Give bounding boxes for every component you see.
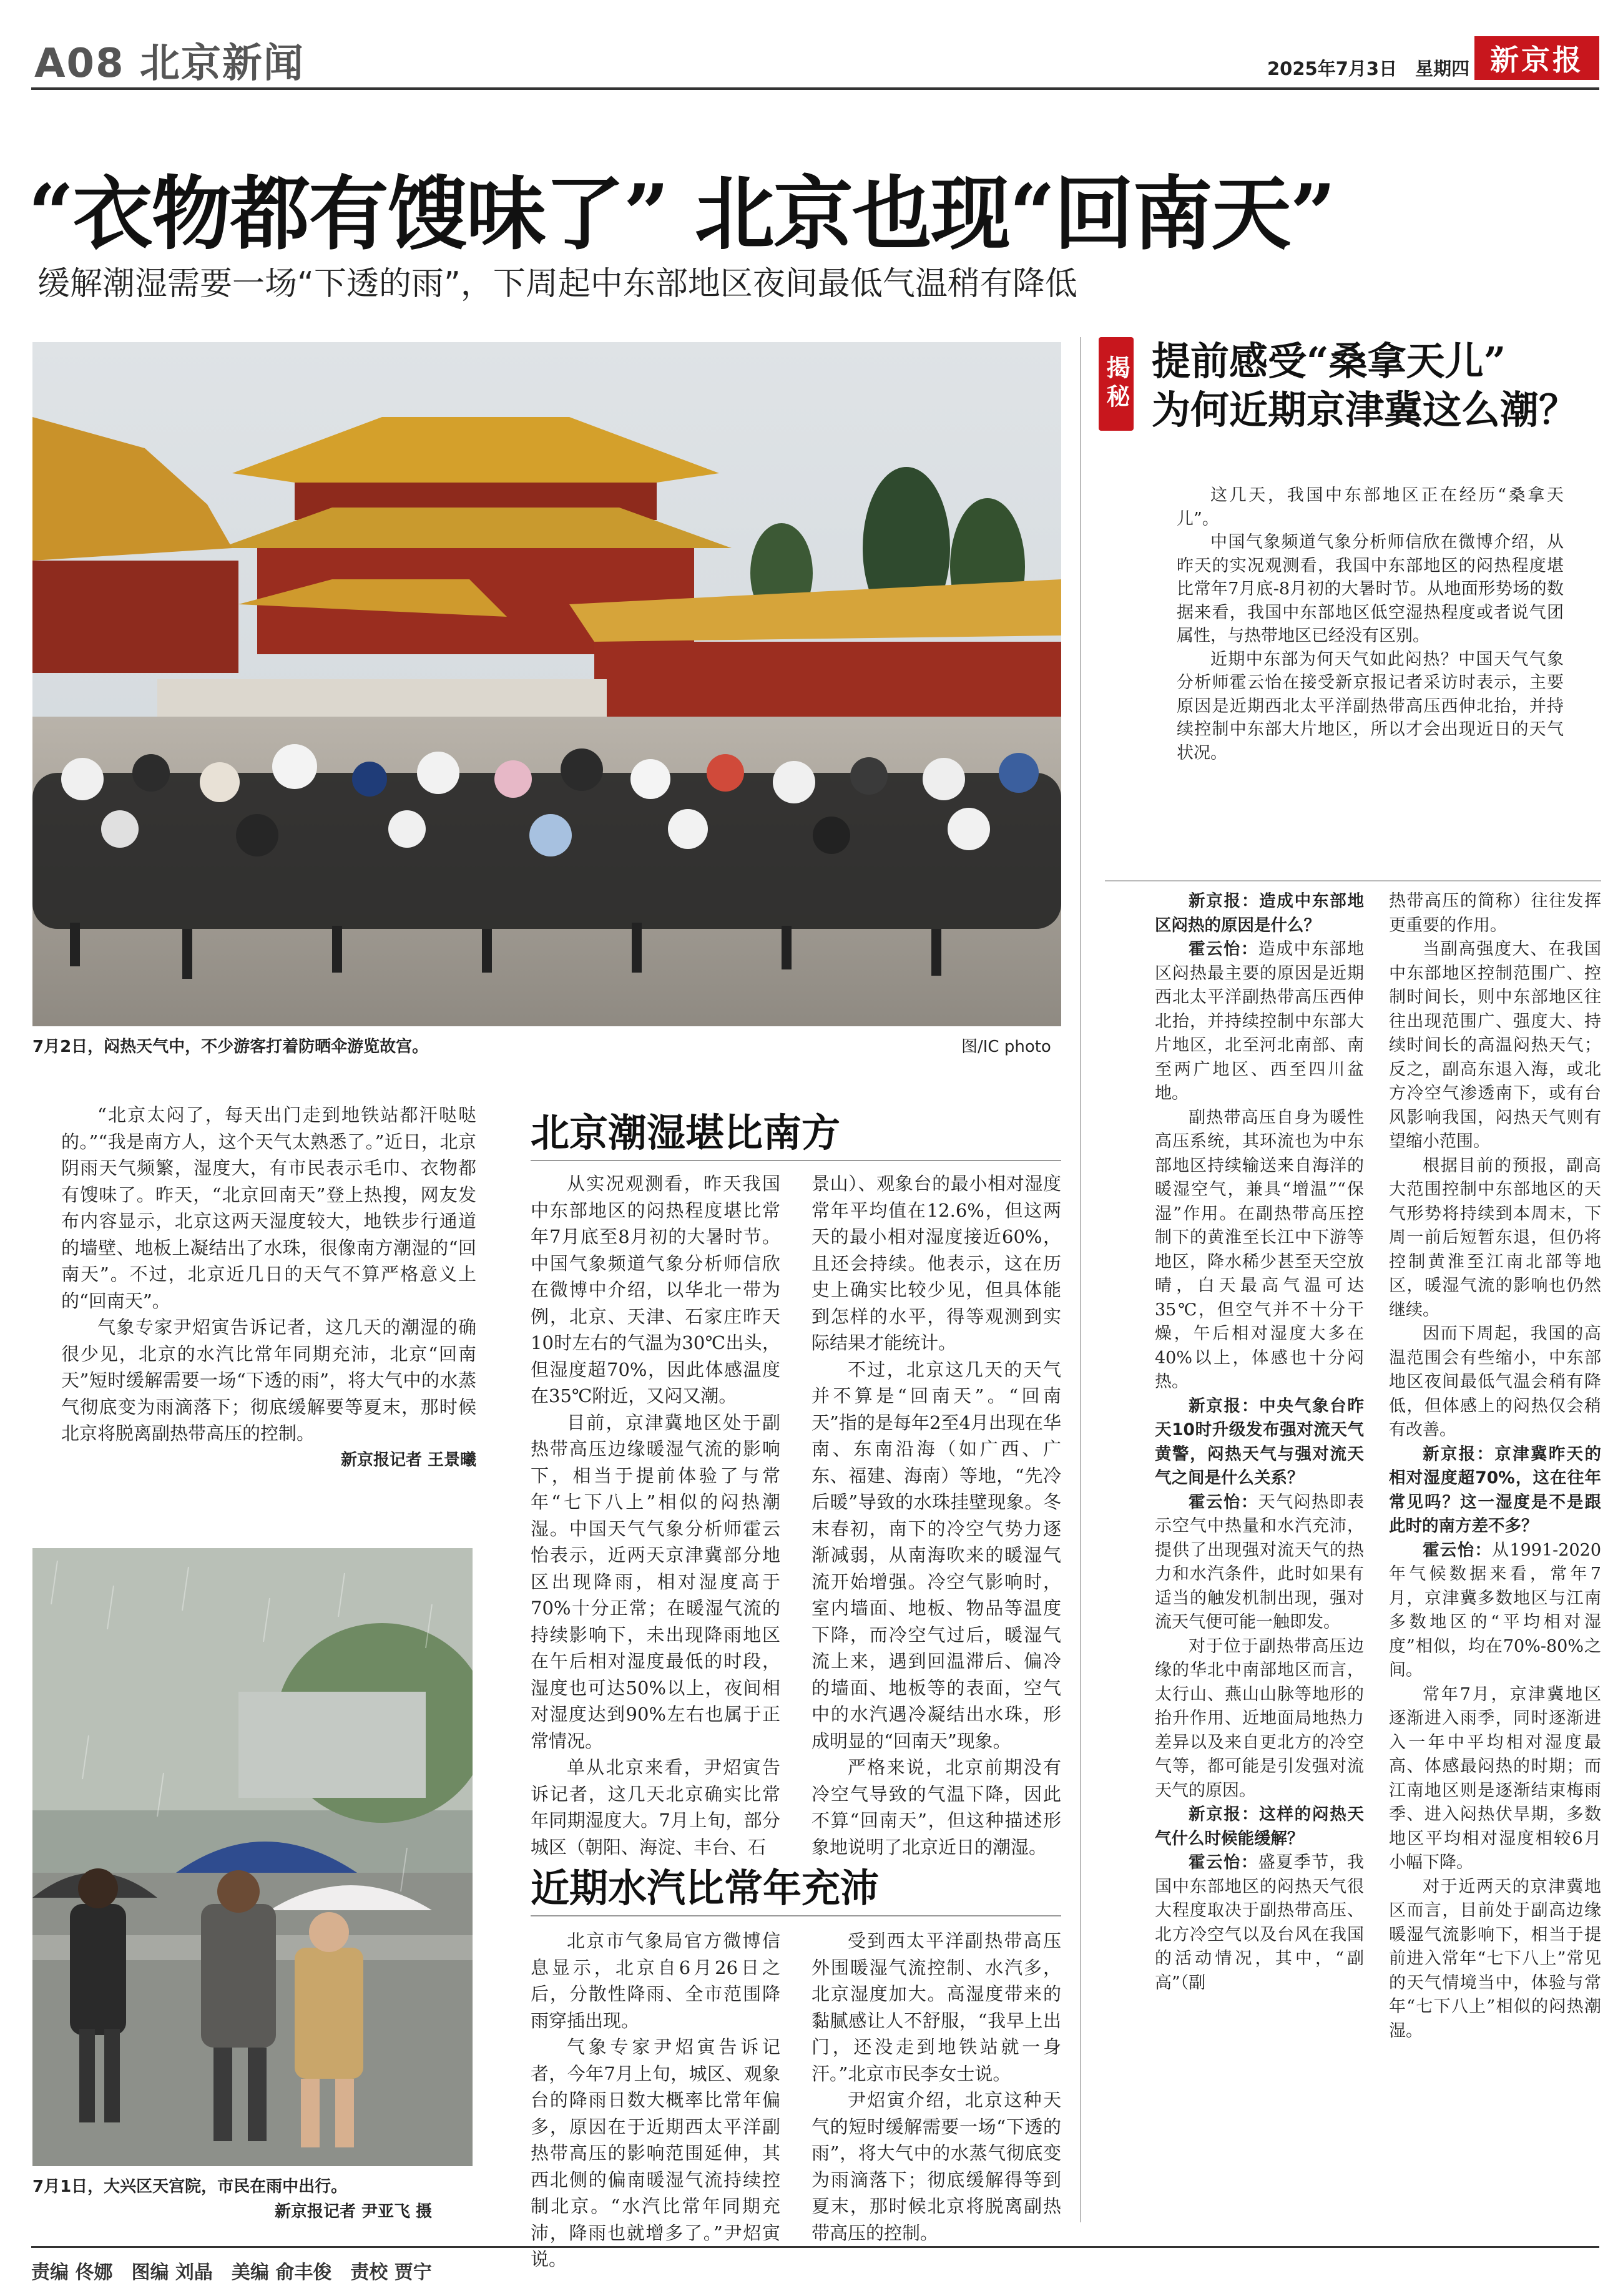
qa-paragraph	[1389, 1443, 1601, 1539]
sidebar-title	[1152, 337, 1577, 434]
qa-text: 因而下周起，我国的高温范围会有些缩小，中东部地区夜间最低气温会稍有降低，但体感上的闷热仅会稍有改善。	[1389, 1324, 1601, 1440]
photo1-caption: 7月2日，闷热天气中，不少游客打着防晒伞游览故宫。	[32, 1038, 429, 1056]
qa-paragraph	[1155, 1851, 1364, 1995]
qa-question: 中央气象台昨天10时升级发布强对流天气黄警，闷热天气与强对流天气之间是什么关系？	[1155, 1396, 1365, 1488]
qa-paragraph	[1155, 1803, 1364, 1851]
qa-paragraph	[1155, 1491, 1364, 1635]
qa-text: 常年7月，京津冀地区逐渐进入雨季，同时逐渐进入一年中平均相对湿度最高、体感最闷热的时期；而江南地区则是逐渐结束梅雨季、进入闷热伏旱期，多数地区平均相对湿度相较6月小幅下降。	[1389, 1684, 1601, 1872]
section1-paragraph: 从实况观测看，昨天我国中东部地区的闷热程度堪比常年7月底至8月初的大暑时节。中国气象频道气象分析师信欣在微博中介绍，以华北一带为例，北京、天津、石家庄昨天10时左右的气温为30℃出头，但湿度超70%，因此体感温度在35℃附近，又闷又潮。	[531, 1173, 780, 1406]
section2-col-b	[812, 1928, 1061, 2246]
section2-title: 近期水汽比常年充沛	[531, 1865, 880, 1911]
qa-speaker: 新京报：	[1423, 1444, 1495, 1464]
lead-paragraph: 气象专家尹炤寅告诉记者，这几天的潮湿的确很少见，北京的水汽比常年同期充沛，北京“回南天”短时缓解需要一场“下透的雨”，将大气中的水蒸气彻底变为雨滴落下；彻底缓解要等夏末，那时候北京将脱离副热带高压的控制。	[61, 1317, 476, 1444]
sidebar-rule	[1105, 880, 1601, 881]
section2-paragraph: 北京市气象局官方微博信息显示，北京自6月26日之后，分散性降雨、全市范围降雨穿插出现。	[531, 1930, 780, 2031]
qa-paragraph	[1389, 1683, 1601, 1875]
newspaper-logo: 新京报	[1474, 36, 1599, 80]
photo2-credit: 新京报记者 尹亚飞 摄	[275, 2202, 433, 2221]
section1-paragraph: 不过，北京这几天的天气并不算是“回南天”。“回南天”指的是每年2至4月出现在华南、东南沿海（如广西、广东、福建、海南）等地，“先冷后暖”导致的水珠挂壁现象。冬末春初，南下的冷空气势力逐渐减弱，从南海吹来的暖湿气流开始增强。冷空气影响时，室内墙面、地板、物品等温度下降，而冷空气过后，暖湿气流上来，遇到回温滞后、偏冷的墙面、地板等的表面，空气中的水汽遇冷凝结出水珠，形成明显的“回南天”现象。	[812, 1358, 1061, 1752]
lead-paragraph: “北京太闷了，每天出门走到地铁站都汗哒哒的。”“我是南方人，这个天气太熟悉了。”近日，北京阴雨天气频繁，湿度大，有市民表示毛巾、衣物都有馊味了。昨天，“北京回南天”登上热搜，网友发布内容显示，北京这两天湿度较大，地铁步行通道的墙壁、地板上凝结出了水珠，很像南方潮湿的“回南天”。不过，北京近几日的天气不算严格意义上的“回南天”。	[61, 1104, 476, 1312]
sidebar-intro-paragraph: 中国气象频道气象分析师信欣在微博介绍，从昨天的实况观测看，我国中东部地区的闷热程度堪比常年7月底-8月初的大暑时节。从地面形势场的数据来看，我国中东部地区低空湿热程度或者说气团属性，与热带地区已经没有区别。	[1177, 532, 1564, 645]
section2-paragraph: 尹炤寅介绍，北京这种天气的短时缓解需要一场“下透的雨”，将大气中的水蒸气彻底变为雨滴落下；彻底缓解得等到夏末，那时候北京将脱离副热带高压的控制。	[812, 2089, 1061, 2244]
footer-rule	[31, 2246, 1599, 2248]
qa-text: 造成中东部地区闷热最主要的原因是近期西北太平洋副热带高压西伸北抬，并持续控制中东部大片地区，北至河北南部、南至两广地区、西至四川盆地。	[1155, 939, 1365, 1103]
qa-paragraph	[1155, 938, 1364, 1106]
section1-paragraph: 严格来说，北京前期没有冷空气导致的气温下降，因此不算“回南天”，但这种描述形象地说明了北京近日的潮湿。	[812, 1757, 1061, 1858]
qa-text: 对于近两天的京津冀地区而言，目前处于副高边缘暖湿气流影响下，相当于提前进入常年“七下八上”常见的天气情境当中，体验与常年“七下八上”相似的闷热潮湿。	[1389, 1877, 1601, 2041]
photo2-caption: 7月1日，大兴区天宫院，市民在雨中出行。	[32, 2177, 348, 2196]
section2-rule	[531, 1915, 1061, 1916]
qa-text: 根据目前的预报，副高大范围控制中东部地区的天气形势将持续到本周末，下周一前后短暂东退，但仍将控制黄淮至江南北部等地区，暖湿气流的影响也仍然继续。	[1389, 1155, 1601, 1320]
subheadline: 缓解潮湿需要一场“下透的雨”，下周起中东部地区夜间最低气温稍有降低	[37, 265, 1077, 303]
header-rule	[31, 87, 1599, 90]
qa-speaker: 霍云怡：	[1189, 939, 1258, 959]
section1-rule	[531, 1160, 1061, 1161]
qa-paragraph	[1155, 890, 1364, 938]
section1-title: 北京潮湿堪比南方	[531, 1110, 841, 1155]
qa-question: 京津冀昨天的相对湿度超70%，这在往年常见吗？这一湿度是不是跟此时的南方差不多？	[1389, 1444, 1602, 1536]
qa-question: 这样的闷热天气什么时候能缓解？	[1155, 1805, 1365, 1848]
sidebar-intro-paragraph: 这几天，我国中东部地区正在经历“桑拿天儿”。	[1177, 486, 1564, 529]
qa-paragraph	[1155, 1395, 1364, 1491]
sidebar-title-line2: 为何近期京津冀这么潮？	[1152, 387, 1578, 433]
issue-date: 2025年7月3日 星期四	[1267, 58, 1470, 79]
qa-question: 造成中东部地区闷热的原因是什么？	[1155, 891, 1365, 935]
sidebar-intro-paragraph: 近期中东部为何天气如此闷热？中国天气气象分析师霍云怡在接受新京报记者采访时表示，主要原因是近期西北太平洋副热带高压西伸北抬，并持续控制中东部大片地区，所以才会出现近日的天气状况。	[1177, 649, 1564, 763]
sidebar-divider	[1080, 337, 1081, 2222]
qa-speaker: 霍云怡：	[1189, 1853, 1258, 1872]
sidebar-qa-col1	[1155, 890, 1364, 1995]
qa-paragraph	[1389, 1539, 1601, 1683]
section1-col-b	[812, 1170, 1061, 1860]
qa-paragraph	[1155, 1635, 1364, 1803]
sidebar-tag	[1099, 337, 1134, 431]
qa-text: 副热带高压自身为暖性高压系统，其环流也为中东部地区持续输送来自海洋的暖湿空气，兼具“增温”“保湿”作用。在副热带高压控制下的黄淮至长江中下游等地区，降水稀少甚至天空放晴，白天最高气温可达35℃，但空气并不十分干燥，午后相对湿度大多在40%以上，体感也十分闷热。	[1155, 1107, 1364, 1391]
photo1-credit: 图/IC photo	[961, 1038, 1051, 1056]
sidebar-intro	[1177, 484, 1564, 765]
sidebar-tag-text: 揭秘	[1102, 355, 1130, 413]
page-label: A08 北京新闻	[34, 41, 305, 87]
sidebar-qa-col2	[1389, 890, 1601, 2043]
headline: “衣物都有馊味了” 北京也现“回南天”	[28, 167, 1335, 261]
photo-forbidden-city	[32, 342, 1061, 1026]
qa-text: 天气闷热即表示空气中热量和水汽充沛，提供了出现强对流天气的热力和水汽条件，此时如果有适当的触发机制出现，强对流天气便可能一触即发。	[1155, 1492, 1365, 1632]
section1-col-a	[531, 1170, 780, 1860]
qa-speaker: 霍云怡：	[1189, 1492, 1258, 1512]
photo-rain	[32, 1548, 473, 2166]
sidebar-title-line1: 提前感受“桑拿天儿”	[1152, 338, 1506, 384]
section2-col-a	[531, 1928, 780, 2273]
qa-text: 当副高强度大、在我国中东部地区控制范围广、控制时间长，则中东部地区往往出现范围广、强度大、持续时间长的高温闷热天气；反之，副高东退入海，或北方冷空气渗透南下，或有台风影响我国，闷热天气则有望缩小范围。	[1389, 939, 1601, 1151]
qa-paragraph	[1155, 1106, 1364, 1395]
qa-speaker: 霍云怡：	[1423, 1540, 1493, 1560]
qa-speaker: 新京报：	[1189, 891, 1260, 911]
qa-paragraph	[1389, 1875, 1601, 2044]
qa-speaker: 新京报：	[1189, 1805, 1260, 1824]
qa-text: 对于位于副热带高压边缘的华北中南部地区而言，太行山、燕山山脉等地形的抬升作用、近地面局地热力差异以及来自更北方的冷空气等，都可能是引发强对流天气的原因。	[1155, 1636, 1364, 1800]
lead-byline: 新京报记者 王景曦	[340, 1450, 476, 1469]
section1-paragraph: 单从北京来看，尹炤寅告诉记者，这几天北京确实比常年同期湿度大。7月上旬，部分城区（朝阳、海淀、丰台、石	[531, 1757, 780, 1858]
qa-text: 从1991-2020年气候数据来看，常年7月，京津冀多数地区与江南多数地区的“平均相对湿度”相似，均在70%-80%之间。	[1389, 1540, 1601, 1680]
section1-paragraph: 目前，京津冀地区处于副热带高压边缘暖湿气流的影响下，相当于提前体验了与常年“七下八上”相似的闷热潮湿。中国天气气象分析师霍云怡表示，近两天京津冀部分地区出现降雨，相对湿度高于70%十分正常；在暖湿气流的持续影响下，未出现降雨地区在午后相对湿度最低的时段，湿度也可达50%以上，夜间相对湿度达到90%左右也属于正常情况。	[531, 1411, 780, 1752]
qa-paragraph	[1389, 938, 1601, 1154]
editor-credits: 责编 佟娜 图编 刘晶 美编 俞丰俊 责校 贾宁	[31, 2262, 432, 2284]
qa-speaker: 新京报：	[1189, 1396, 1260, 1416]
qa-paragraph	[1389, 1322, 1601, 1443]
section2-paragraph: 受到西太平洋副热带高压外围暖湿气流控制、水汽多，北京湿度加大。高湿度带来的黏腻感让人不舒服，“我早上出门，还没走到地铁站就一身汗。”北京市民李女士说。	[812, 1930, 1061, 2084]
qa-paragraph	[1389, 1154, 1601, 1323]
section2-paragraph: 气象专家尹炤寅告诉记者，今年7月上旬，城区、观象台的降雨日数大概率比常年偏多，原因在于近期西太平洋副热带高压的影响范围延伸，其西北侧的偏南暖湿气流持续控制北京。“水汽比常年同期充沛，降雨也就增多了。”尹炤寅说。	[531, 2036, 780, 2270]
qa-paragraph	[1389, 890, 1601, 938]
qa-text: 盛夏季节，我国中东部地区的闷热天气很大程度取决于副热带高压、北方冷空气以及台风在我国的活动情况，其中，“副高”（副	[1155, 1853, 1365, 1993]
section1-paragraph: 景山）、观象台的最小相对湿度常年平均值在12.6%，但这两天的最小相对湿度接近60%，且还会持续。他表示，这在历史上确实比较少见，但具体能到怎样的水平，得等观测到实际结果才能统计。	[812, 1173, 1061, 1353]
lead-text	[61, 1102, 476, 1473]
qa-text: 热带高压的简称）往往发挥更重要的作用。	[1389, 891, 1601, 935]
